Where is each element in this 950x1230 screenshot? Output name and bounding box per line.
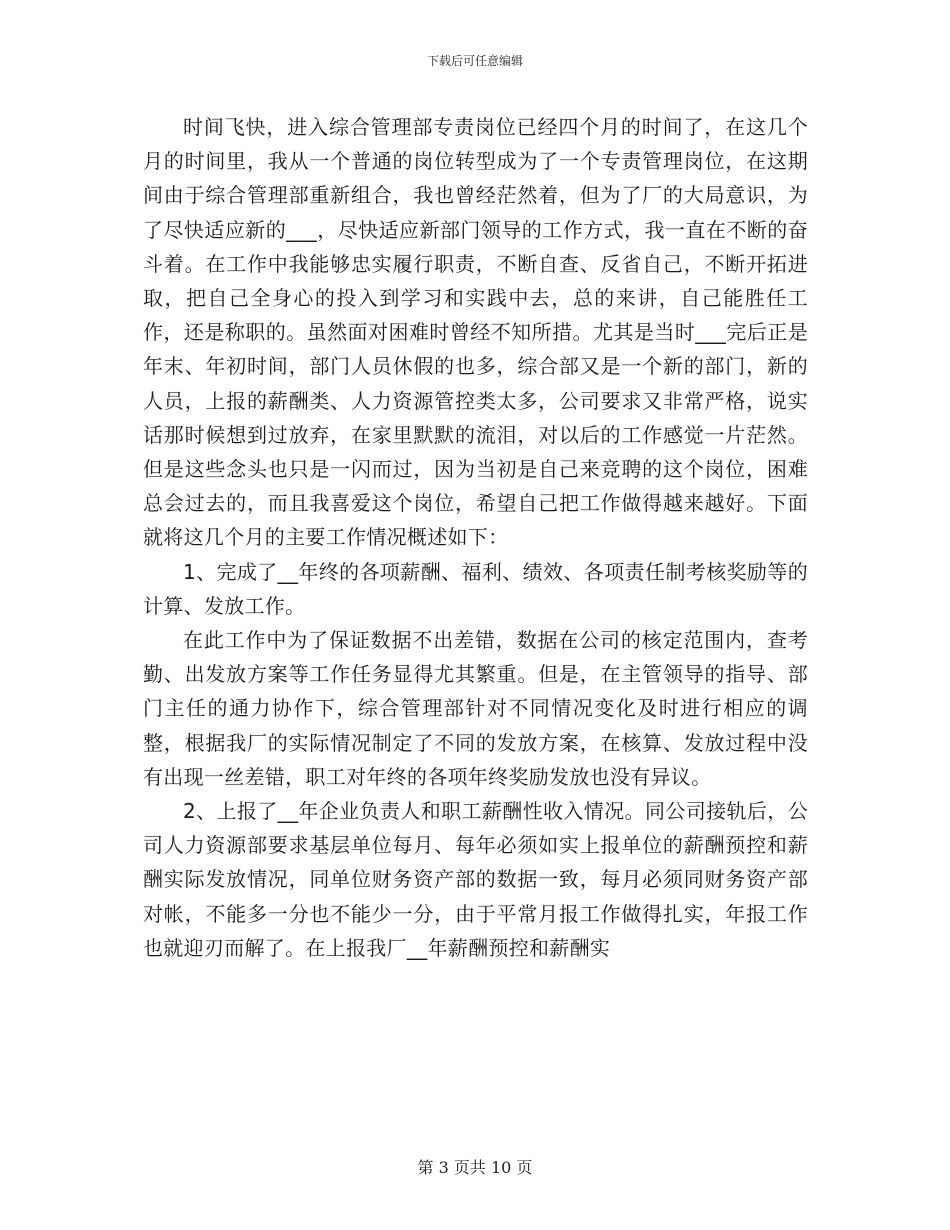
page-header-note: 下载后可任意编辑: [426, 54, 523, 68]
paragraph-item-1-detail: 在此工作中为了保证数据不出差错，数据在公司的核定范围内，查考勤、出发放方案等工作任务显得尤其繁重。但是，在主管领导的指导、部门主任的通力协作下，综合管理部针对不同情况变化及时进行相应的调整，根据我厂的实际情况制定了不同的发放方案，在核算、发放过程中没有出现一丝差错，职工对年终的各项年终奖励发放也没有异议。: [143, 628, 808, 789]
document-body: [143, 110, 808, 965]
paragraph-intro: 时间飞快，进入综合管理部专责岗位已经四个月的时间了，在这几个月的时间里，我从一个普通的岗位转型成为了一个专责管理岗位，在这期间由于综合管理部重新组合，我也曾经茫然着，但为了厂的大局意识，为了尽快适应新的___，尽快适应新部门领导的工作方式，我一直在不断的奋斗着。在工作中我能够忠实履行职责，不断自查、反省自己，不断开拓进取，把自己全身心的投入到学习和实践中去，总的来讲，自己能胜任工作，还是称职的。虽然面对困难时曾经不知所措。尤其是当时___完后正是年末、年初时间，部门人员休假的也多，综合部又是一个新的部门，新的人员，上报的薪酬类、人力资源管控类太多，公司要求又非常严格，说实话那时候想到过放弃，在家里默默的流泪，对以后的工作感觉一片茫然。但是这些念头也只是一闪而过，因为当初是自己来竞聘的这个岗位，困难总会过去的，而且我喜爱这个岗位，希望自己把工作做得越来越好。下面就将这几个月的主要工作情况概述如下：: [143, 115, 808, 550]
page-number: 第 3 页共 10 页: [417, 1158, 533, 1177]
paragraph-item-1: 1、完成了__年终的各项薪酬、福利、绩效、各项责任制考核奖励等的计算、发放工作。: [143, 559, 808, 618]
paragraph-item-2: 2、上报了__年企业负责人和职工薪酬性收入情况。同公司接轨后，公司人力资源部要求基层单位每月、每年必须如实上报单位的薪酬预控和薪酬实际发放情况，同单位财务资产部的数据一致，每月必须同财务资产部对帐，不能多一分也不能少一分，由于平常月报工作做得扎实，年报工作也就迎刃而解了。在上报我厂__年薪酬预控和薪酬实: [143, 799, 808, 960]
